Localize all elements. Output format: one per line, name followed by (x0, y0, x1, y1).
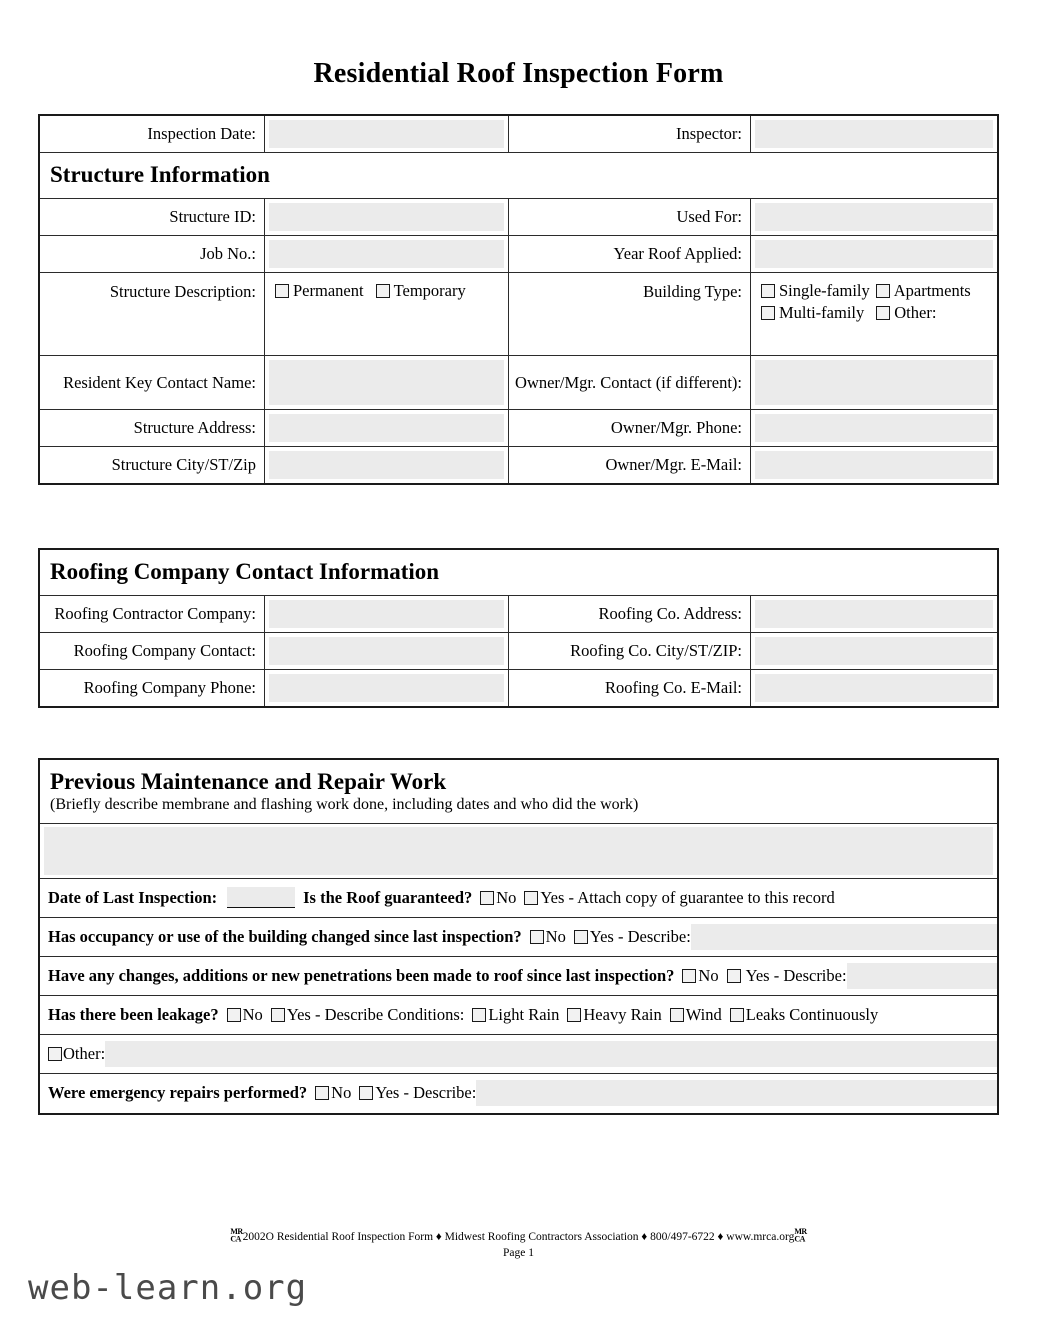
structure-id-field[interactable] (265, 199, 509, 235)
checkbox-other-building-type[interactable] (876, 303, 936, 323)
checkbox-leakage-yes[interactable] (271, 1005, 465, 1025)
checkbox-multi-family[interactable] (761, 303, 864, 323)
resident-key-contact-label: Resident Key Contact Name: (40, 356, 265, 409)
checkbox-temporary[interactable] (376, 281, 466, 301)
table-row (40, 447, 997, 483)
table-row (40, 199, 997, 236)
checkbox-leakage-no-label: No (242, 1004, 263, 1024)
used-for-input[interactable] (755, 203, 993, 231)
roofing-email-input[interactable] (755, 674, 993, 702)
structure-city-label: Structure City/ST/Zip (40, 447, 265, 483)
last-inspection-input[interactable] (227, 887, 295, 908)
job-no-input[interactable] (269, 240, 504, 268)
owner-contact-label: Owner/Mgr. Contact (if different): (509, 356, 751, 409)
checkbox-occupancy-yes[interactable] (574, 927, 691, 947)
question-row-changes (40, 957, 997, 996)
checkbox-icon[interactable] (227, 1008, 241, 1022)
checkbox-changes-yes-label: Yes - Describe: (745, 965, 847, 985)
roofing-address-label: Roofing Co. Address: (509, 596, 751, 632)
checkbox-heavy-rain-label: Heavy Rain (583, 1004, 662, 1024)
roofing-company-block (38, 548, 999, 708)
checkbox-icon[interactable] (876, 306, 890, 320)
changes-label: Have any changes, additions or new penetrations been made to roof since last inspection? (48, 965, 675, 985)
previous-maintenance-heading: Previous Maintenance and Repair Work (50, 769, 447, 794)
checkbox-icon[interactable] (376, 284, 390, 298)
page-title: Residential Roof Inspection Form (313, 58, 724, 89)
checkbox-single-family-label: Single-family (779, 281, 870, 301)
roofing-company-phone-label: Roofing Company Phone: (40, 670, 265, 706)
roofing-email-field[interactable] (751, 670, 997, 706)
inspection-date-field[interactable] (265, 116, 509, 152)
checkbox-icon[interactable] (275, 284, 289, 298)
checkbox-permanent[interactable] (275, 281, 364, 301)
occupancy-describe-input[interactable] (691, 924, 997, 950)
page-number: Page 1 (503, 1246, 534, 1259)
roofing-company-header (40, 550, 997, 596)
inspection-header-row (40, 116, 997, 153)
checkbox-occupancy-no-label: No (545, 926, 566, 946)
owner-phone-label: Owner/Mgr. Phone: (509, 410, 751, 446)
roofing-company-contact-label: Roofing Company Contact: (40, 633, 265, 669)
checkbox-icon[interactable] (315, 1086, 329, 1100)
mrca-logo-line1: MR (794, 1226, 807, 1237)
table-row (40, 670, 997, 706)
structure-id-label: Structure ID: (40, 199, 265, 235)
table-row (40, 410, 997, 447)
inspector-label: Inspector: (509, 116, 751, 152)
year-roof-applied-label: Year Roof Applied: (509, 236, 751, 272)
previous-maintenance-header (40, 760, 997, 824)
checkbox-temporary-label: Temporary (393, 281, 466, 301)
roofing-city-label: Roofing Co. City/ST/ZIP: (509, 633, 751, 669)
owner-phone-field[interactable] (751, 410, 997, 446)
mrca-logo-line2: CA (230, 1233, 241, 1244)
job-no-label: Job No.: (40, 236, 265, 272)
checkbox-guarantee-no[interactable] (480, 888, 516, 908)
checkbox-icon[interactable] (359, 1086, 373, 1100)
checkbox-guarantee-yes-label: Yes - Attach copy of guarantee to this record (540, 887, 835, 907)
used-for-field[interactable] (751, 199, 997, 235)
question-row-occupancy (40, 918, 997, 957)
structure-description-label: Structure Description: (40, 273, 265, 355)
inspection-date-label: Inspection Date: (40, 116, 265, 152)
mrca-logo-line1: MR (230, 1226, 243, 1237)
previous-maintenance-block (38, 758, 999, 1115)
owner-contact-field[interactable] (751, 356, 997, 409)
checkbox-multi-family-label: Multi-family (779, 303, 865, 323)
owner-contact-input[interactable] (755, 360, 993, 405)
checkbox-other-leakage[interactable] (48, 1044, 105, 1064)
checkbox-guarantee-yes[interactable] (524, 888, 834, 908)
changes-describe-input[interactable] (847, 963, 997, 989)
table-row (40, 633, 997, 670)
checkbox-occupancy-yes-label: Yes - Describe: (589, 926, 691, 946)
mrca-logo-icon (230, 1228, 242, 1243)
checkbox-other-building-type-label: Other: (894, 303, 937, 323)
checkbox-leaks-continuously-label: Leaks Continuously (745, 1004, 879, 1024)
checkbox-other-leakage-label: Other: (63, 1043, 106, 1063)
owner-email-label: Owner/Mgr. E-Mail: (509, 447, 751, 483)
checkbox-icon[interactable] (524, 891, 538, 905)
table-row (40, 273, 997, 356)
checkbox-icon[interactable] (530, 930, 544, 944)
checkbox-light-rain-label: Light Rain (488, 1004, 560, 1024)
guarantee-label: Is the Roof guaranteed? (303, 887, 473, 907)
roofing-city-input[interactable] (755, 637, 993, 665)
roofing-city-field[interactable] (751, 633, 997, 669)
checkbox-icon[interactable] (480, 891, 494, 905)
roofing-address-field[interactable] (751, 596, 997, 632)
checkbox-icon[interactable] (567, 1008, 581, 1022)
mrca-logo-line2: CA (794, 1233, 805, 1244)
roofing-address-input[interactable] (755, 600, 993, 628)
owner-phone-input[interactable] (755, 414, 993, 442)
checkbox-icon[interactable] (761, 306, 775, 320)
roofing-company-heading: Roofing Company Contact Information (50, 559, 440, 584)
maintenance-notes-input[interactable] (44, 827, 993, 875)
checkbox-single-family[interactable] (761, 281, 870, 301)
checkbox-leakage-no[interactable] (227, 1005, 263, 1025)
question-row-emergency (40, 1074, 997, 1113)
roofing-company-phone-input[interactable] (269, 674, 504, 702)
structure-city-input[interactable] (269, 451, 504, 479)
structure-information-heading: Structure Information (50, 162, 270, 187)
previous-maintenance-subheading: (Briefly describe membrane and flashing work done, including dates and who did the work) (50, 796, 639, 814)
checkbox-emergency-yes-label: Yes - Describe: (375, 1083, 477, 1103)
checkbox-changes-yes[interactable] (727, 966, 847, 986)
checkbox-apartments[interactable] (876, 281, 971, 301)
checkbox-icon[interactable] (730, 1008, 744, 1022)
emergency-label: Were emergency repairs performed? (48, 1083, 308, 1103)
checkbox-icon[interactable] (670, 1008, 684, 1022)
inspection-date-input[interactable] (269, 120, 504, 148)
structure-address-input[interactable] (269, 414, 504, 442)
structure-description-options (265, 273, 509, 355)
checkbox-emergency-no[interactable] (315, 1083, 351, 1103)
checkbox-leaks-continuously[interactable] (730, 1005, 878, 1025)
checkbox-icon[interactable] (574, 930, 588, 944)
checkbox-icon[interactable] (761, 284, 775, 298)
checkbox-icon[interactable] (727, 969, 741, 983)
checkbox-icon[interactable] (682, 969, 696, 983)
footer (0, 1228, 1037, 1261)
emergency-describe-input[interactable] (476, 1080, 997, 1106)
checkbox-light-rain[interactable] (472, 1005, 559, 1025)
checkbox-guarantee-no-label: No (496, 887, 517, 907)
resident-key-contact-field[interactable] (265, 356, 509, 409)
structure-city-field[interactable] (265, 447, 509, 483)
checkbox-wind[interactable] (670, 1005, 722, 1025)
checkbox-icon[interactable] (472, 1008, 486, 1022)
roofing-company-contact-field[interactable] (265, 633, 509, 669)
question-row-leakage (40, 996, 997, 1035)
structure-address-field[interactable] (265, 410, 509, 446)
roofing-company-phone-field[interactable] (265, 670, 509, 706)
building-type-options (751, 273, 997, 355)
owner-email-field[interactable] (751, 447, 997, 483)
leakage-label: Has there been leakage? (48, 1004, 219, 1024)
table-row (40, 236, 997, 273)
year-roof-applied-input[interactable] (755, 240, 993, 268)
job-no-field[interactable] (265, 236, 509, 272)
year-roof-applied-field[interactable] (751, 236, 997, 272)
roofing-email-label: Roofing Co. E-Mail: (509, 670, 751, 706)
resident-key-contact-input[interactable] (269, 360, 504, 405)
building-type-label: Building Type: (509, 273, 751, 355)
occupancy-label: Has occupancy or use of the building changed since last inspection? (48, 926, 522, 946)
used-for-label: Used For: (509, 199, 751, 235)
table-row (40, 596, 997, 633)
checkbox-emergency-yes[interactable] (359, 1083, 476, 1103)
checkbox-icon[interactable] (876, 284, 890, 298)
checkbox-leakage-yes-label: Yes - Describe Conditions: (286, 1004, 465, 1024)
checkbox-permanent-label: Permanent (293, 281, 364, 301)
structure-information-header (40, 153, 997, 199)
last-inspection-label: Date of Last Inspection: (48, 887, 218, 907)
inspector-field[interactable] (751, 116, 997, 152)
inspector-input[interactable] (755, 120, 993, 148)
maintenance-notes-row (40, 824, 997, 879)
watermark: web-learn.org (28, 1268, 308, 1308)
footer-line (0, 1228, 1037, 1246)
roofing-contractor-company-field[interactable] (265, 596, 509, 632)
checkbox-changes-no-label: No (698, 965, 719, 985)
other-leakage-input[interactable] (105, 1041, 997, 1067)
question-row-other (40, 1035, 997, 1074)
checkbox-changes-no[interactable] (682, 966, 718, 986)
roofing-company-contact-input[interactable] (269, 637, 504, 665)
mrca-logo-icon-right (794, 1228, 806, 1243)
question-row-guarantee (40, 879, 997, 918)
structure-id-input[interactable] (269, 203, 504, 231)
roofing-contractor-company-input[interactable] (269, 600, 504, 628)
checkbox-icon[interactable] (271, 1008, 285, 1022)
checkbox-icon[interactable] (48, 1047, 62, 1061)
owner-email-input[interactable] (755, 451, 993, 479)
checkbox-wind-label: Wind (685, 1004, 722, 1024)
maintenance-notes-field[interactable] (40, 824, 997, 878)
structure-address-label: Structure Address: (40, 410, 265, 446)
structure-information-block (38, 114, 999, 485)
table-row (40, 356, 997, 410)
checkbox-apartments-label: Apartments (893, 281, 971, 301)
checkbox-occupancy-no[interactable] (530, 927, 566, 947)
roofing-contractor-company-label: Roofing Contractor Company: (40, 596, 265, 632)
checkbox-emergency-no-label: No (331, 1083, 352, 1103)
footer-text: 2002O Residential Roof Inspection Form ♦ Midwest Roofing Contractors Association ♦ 800/497-6722 ♦ www.mrca.org (242, 1231, 795, 1243)
checkbox-heavy-rain[interactable] (567, 1005, 661, 1025)
